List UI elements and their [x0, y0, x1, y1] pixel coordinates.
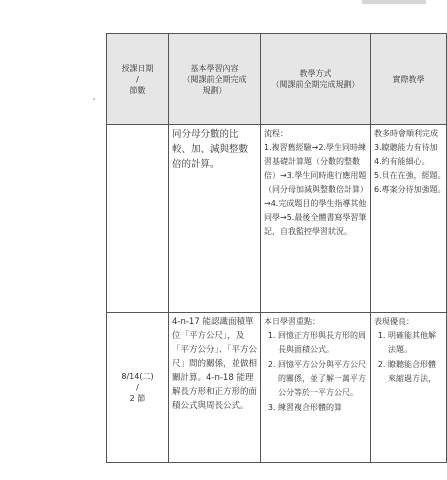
method-body: 1.複習舊經驗→2.學生同時練習基礎計算題（分數的整數倍）→3.學生同時進行應用題（同分母加減與整數倍計算）→4.完成題目的學生指導其他同學→5.最後全體書寫學習筆記，自我監控學習狀況。 — [264, 143, 367, 236]
header-basic-content — [169, 34, 261, 125]
actual-list — [374, 329, 443, 386]
basic-content-text: 4-n-17 能認識面積單位「平方公尺」，及「平方公分」、「平方公尺」間的關係，並做相關計算。4-n-18 能理解長方形和正方形的面積公式與周長公式。 — [172, 317, 258, 411]
focus-item: 3. 練習複合形體的算 — [278, 401, 367, 415]
basic-content-text: 同分母分數的比較、加、減與整數倍的計算。 — [172, 129, 249, 170]
focus-title: 本日學習重點： — [264, 317, 320, 326]
header-teaching-method-note: （閱課前全期完成規劃） — [271, 80, 360, 89]
header-row — [107, 34, 447, 125]
speck — [93, 98, 95, 100]
header-date-label: 授課日期 — [121, 63, 154, 73]
header-date-periods — [107, 34, 169, 125]
actual-teaching-cell — [371, 125, 447, 313]
header-teaching-method — [261, 34, 371, 125]
header-basic-content-title: 基本學習內容 — [190, 63, 239, 73]
basic-content-cell — [169, 313, 261, 463]
focus-list — [264, 329, 367, 415]
teaching-method-cell — [261, 125, 371, 313]
header-basic-content-note1: （閱課前全期完成 — [182, 74, 247, 84]
actual-item: 6.專案分待加強題。 — [374, 185, 446, 194]
actual-item: 教多時會順利完成 — [374, 129, 438, 138]
focus-item: 1. 回憶正方形與長方形的周長與面積公式。 — [278, 329, 367, 357]
header-actual-teaching-title: 實際教學 — [392, 74, 425, 84]
header-slash: / — [136, 74, 139, 84]
date-cell-empty — [107, 125, 169, 313]
actual-teaching-cell — [371, 313, 447, 463]
top-edge-fragment — [362, 0, 426, 4]
header-basic-content-note2: 規劃） — [202, 85, 227, 95]
header-actual-teaching — [371, 34, 447, 125]
date-cell — [107, 313, 169, 463]
date-slash: / — [136, 383, 139, 392]
learning-focus-cell — [261, 313, 371, 463]
basic-content-cell — [169, 125, 261, 313]
actual-item: 3.瞭聽能力有待加 — [374, 143, 438, 152]
actual-item: 5.貝在在強，經題。 — [374, 171, 446, 180]
table-row — [107, 125, 447, 313]
periods-text: 2 節 — [129, 394, 146, 403]
lesson-plan-table — [106, 33, 447, 463]
actual-item: 1. 明確能其他解法題。 — [388, 329, 443, 357]
header-teaching-method-title: 教學方式 — [299, 69, 332, 78]
date-text: 8/14(二) — [121, 372, 154, 381]
method-title: 流程： — [264, 129, 288, 138]
actual-title: 表現優良： — [374, 317, 414, 326]
table-row — [107, 313, 447, 463]
focus-item: 2. 回憶平方公分與平方公尺的關係，並了解一萬平方公分等於一平方公尺。 — [278, 358, 367, 400]
actual-item: 4.約有能細心。 — [374, 157, 430, 166]
header-periods-label: 節數 — [129, 85, 146, 95]
actual-item: 2. 瞭聽能合形體來縮過方法， — [388, 358, 443, 386]
